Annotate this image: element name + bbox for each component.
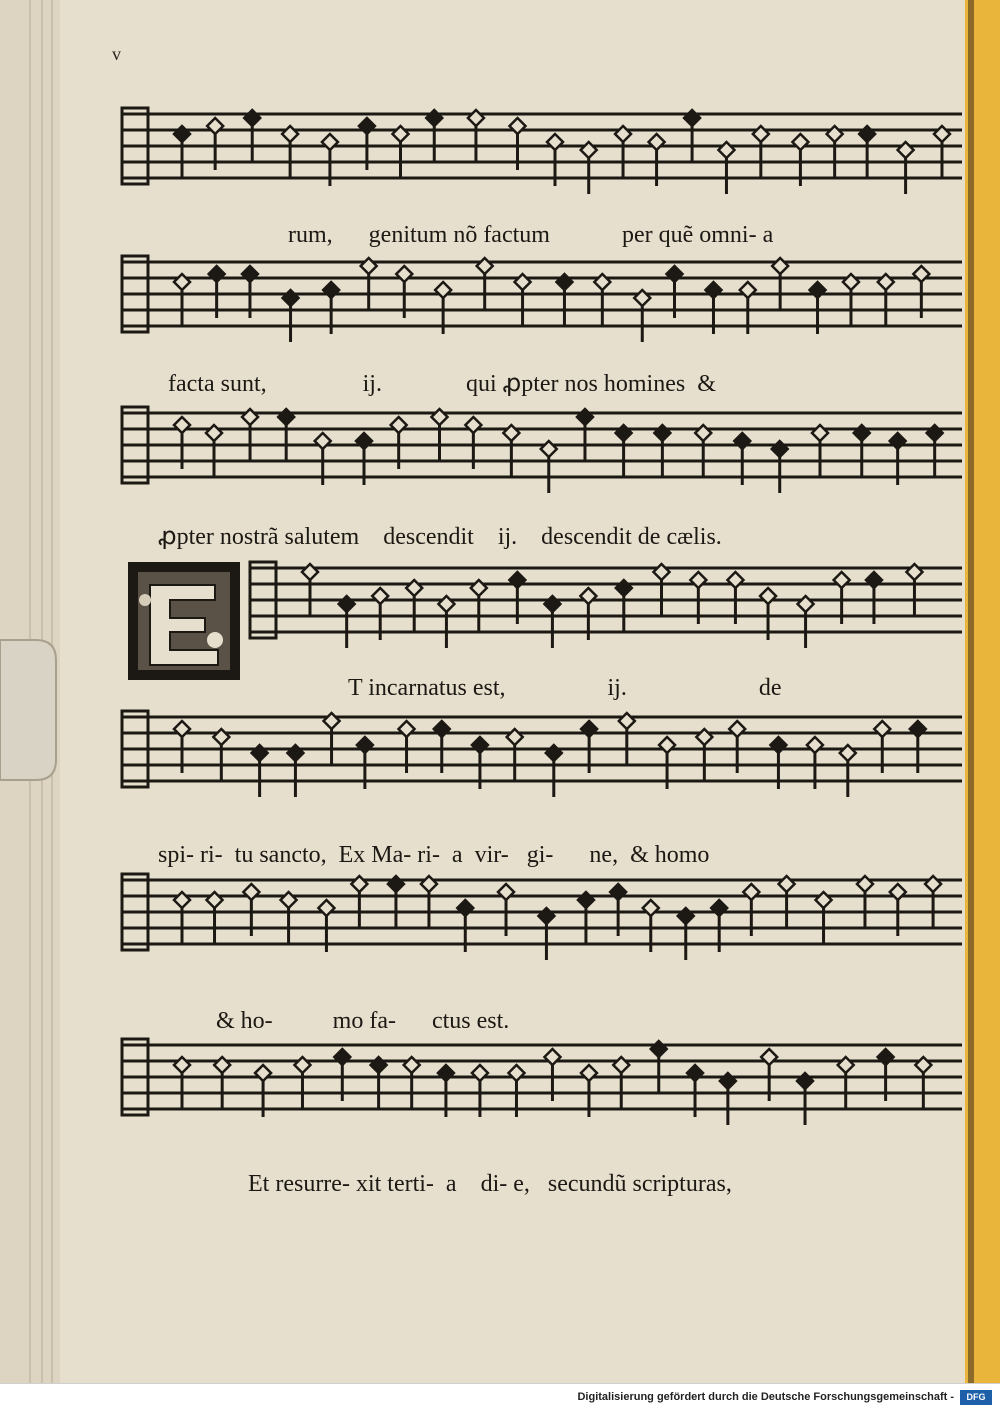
footer-bar xyxy=(0,1383,1000,1412)
funding-credit: Digitalisierung gefördert durch die Deutsche Forschungsgemeinschaft - xyxy=(577,1391,954,1403)
binding-clip xyxy=(0,640,56,780)
lyric-line-6: & ho- mo fa- ctus est. xyxy=(216,1008,510,1034)
lyric-line-4: T incarnatus est, ij. de xyxy=(348,675,782,701)
dfg-logo: DFG xyxy=(960,1390,992,1405)
folio-mark: v xyxy=(112,44,121,64)
decorated-initial-e xyxy=(128,562,240,680)
lyric-line-7: Et resurre- xit terti- a di- e, secundũ scripturas, xyxy=(248,1171,732,1197)
lyric-line-1: rum, genitum nõ factum per quẽ omni- a xyxy=(288,222,774,248)
lyric-line-3: ꝓpter nostrã salutem descendit ij. descendit de cælis. xyxy=(158,524,722,550)
lyric-line-2: facta sunt, ij. qui ꝓpter nos homines & xyxy=(168,371,716,397)
lyric-line-5: spi- ri- tu sancto, Ex Ma- ri- a vir- gi- ne, & homo xyxy=(158,842,710,868)
